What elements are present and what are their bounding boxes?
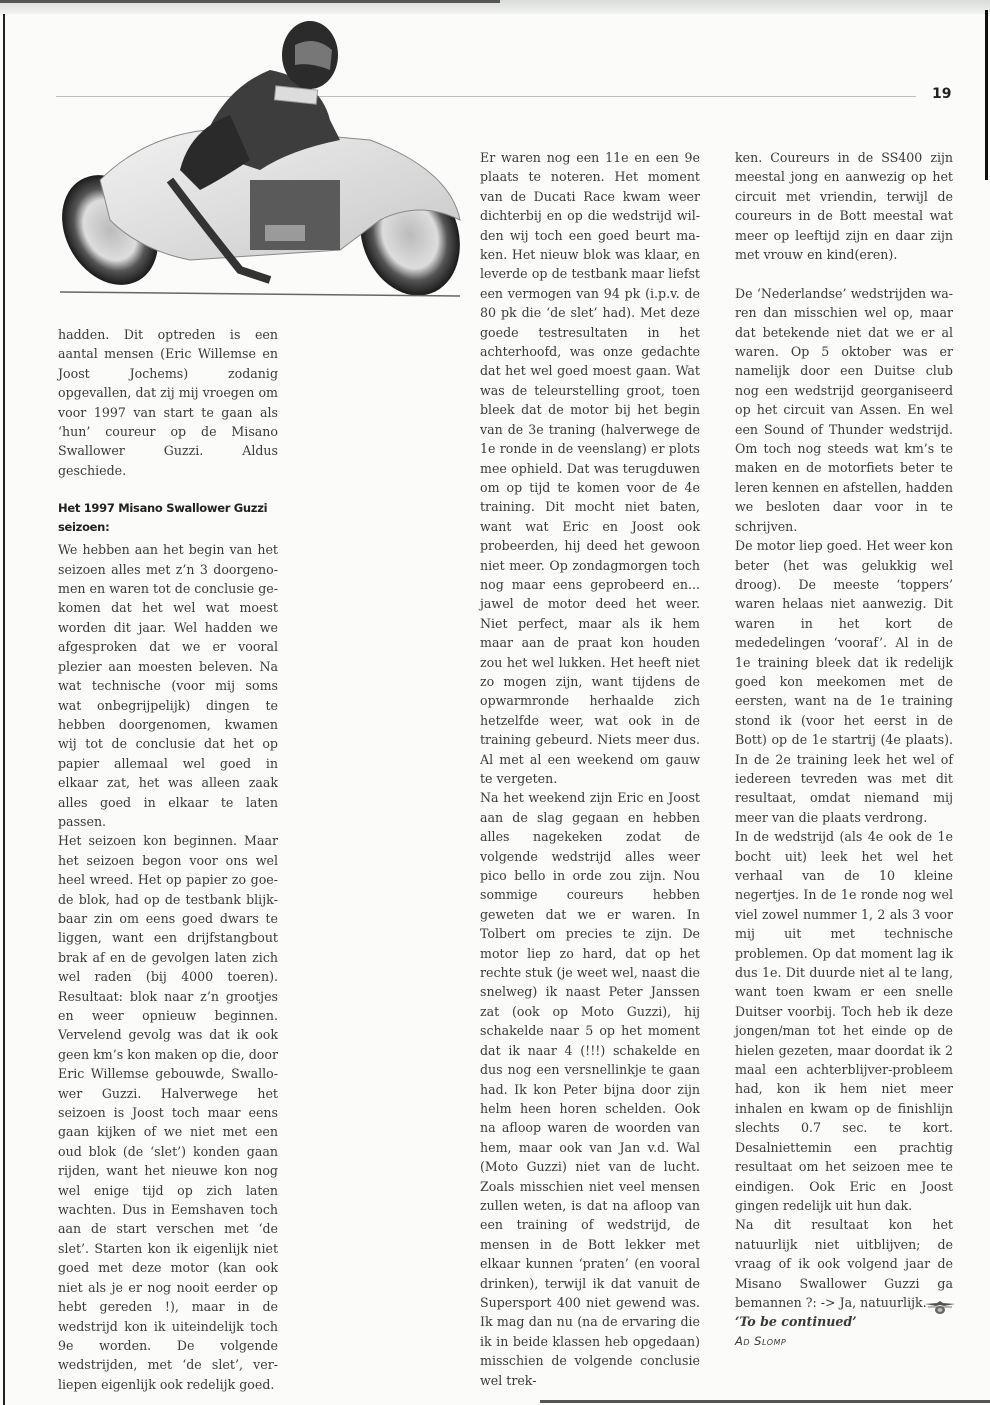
- paragraph: In de wedstrijd (als 4e ook de 1e bocht uit) leek het wel het verhaal van de 10 kleine negertjes. In de 1e ronde nog wel viel zowel nummer 1, 2 als 3 voor mij uit met technische problemen. Op dat moment lag ik dus 1e. Dit duurde niet al te lang, want toen kwam er een snelle Duitser voorbij. Toch heb ik deze jongen/man tot het einde op de hielen gezeten, maar doordat ik 2 maal een achterblijver-probleem had, kon ik hem niet meer inhalen en kwam op de finishlijn slechts 0.7 sec. te kort. Desalniettemin een prachtig resultaat om het seizoen mee te eindigen. Ook Eric en Joost gingen redelijk uit hun dak.: [735, 829, 953, 1213]
- paragraph: Na dit resultaat kon het natuurlijk niet uitblijven; de vraag of ik ook volgend jaar de Misano Swallower Guzzi ga bemannen ?: -> Ja, natuurlijk.: [735, 1217, 953, 1310]
- paragraph: Na het weekend zijn Eric en Joost aan de slag gegaan en hebben alles nagekeken zodat de volgende wedstrijd alles weer pico bello in orde zou zijn. Nou sommige coureurs hebben geweten dat we er waren. In Tolbert om precies te zijn. De motor liep zo hard, dat op het rechte stuk (je weet wel, naast die snelweg) ik naast Peter Janssen zat (ook op Moto Guzzi), hij schakelde naar 5 op het moment dat ik naar 4 (!!!) schakelde en dus nog een versnellinkje te gaan had. Ik kon Peter bijna door zijn helm heen horen schelden. Ook na afloop waren de woorden van hem, maar ook van Jan v.d. Wal (Moto Guzzi) niet van de lucht. Zoals misschien niet veel mensen zullen weten, is dat na afloop van een training of wedstrijd, de mensen in de Bott lekker met elkaar kunnen ‘praten’ (en vooral drinken), terwijl ik dat vanuit de Supersport 400 niet gewend was. Ik mag dan nu (na de ervaring die ik in beide klassen heb opgedaan) misschien de volgende conclusie wel trek-: [480, 790, 700, 1388]
- article-column-1: [58, 325, 278, 1394]
- scan-edge-bottom: [540, 1400, 990, 1403]
- article-column-3: [735, 148, 953, 1351]
- paragraph: De ‘Nederlandse’ wedstrijden waren dan misschien wel op, maar dat betekende niet dat we er al waren. Op 5 oktober was er namelijk door een Duitse club nog een wedstrijd georganiseerd op het circuit van Assen. En wel een Sound of Thunder wedstrijd. Om toch nog steeds wat km’s te maken en de motorfiets beter te leren kennen en afstellen, hadden we besloten daar voor in te schrijven.: [735, 285, 953, 534]
- paragraph: Er waren nog een 11e en een 9e plaats te noteren. Het moment van de Ducati Race kwam weer dichterbij en op die wedstrijd wilden wij toch een goed beurt maken. Het nieuw blok was klaar, en leverde op de testbank maar liefst een vermogen van 94 pk (i.p.v. de 80 pk die ‘de slet’ had). Met deze goede testresultaten in het achterhoofd, was onze gedachte dat het wel goed moest gaan. Wat was de teleurstelling groot, toen bleek dat de motor bij het begin van de 3e traning (halverwege de 1e ronde in de veenslang) er plots mee ophield. Dat was terugduwen om op tijd te komen voor de 4e training. Dit mocht niet baten, want wat Eric en Joost ook probeerden, hij deed het gewoon niet meer. Op zondagmorgen toch nog maar eens geprobeerd en... jawel de motor deed het weer. Niet perfect, maar als ik hem maar aan de praat kon houden zou het wel lukken. Het heeft niet zo mogen zijn, want tijdens de opwarmronde herhaalde zich hetzelfde weer, wat ook in de training gebeurd. Niets meer dus. Al met al een weekend om gauw te vergeten.: [480, 150, 700, 786]
- section-heading: Het 1997 Misano Swallower Guzzi seizoen:: [58, 501, 268, 535]
- scan-edge-top-dark: [0, 0, 500, 3]
- winged-eagle-emblem-icon: [924, 1298, 956, 1316]
- author-name: Ad Slomp: [735, 1333, 787, 1348]
- track-line: [60, 292, 460, 296]
- paragraph: ken. Coureurs in de SS400 zijn meestal jong en aanwezig op het circuit met vriendin, terwijl de coureurs in de Bott meestal wat meer op leeftijd zijn en daar zijn met vrouw en kind(eren).: [735, 150, 953, 263]
- scan-edge-right: [985, 10, 988, 180]
- motorcycle-racer-photo: [40, 20, 470, 300]
- sign-off-quote: ‘To be continued’: [735, 1314, 857, 1330]
- article-column-2: [480, 148, 700, 1390]
- paragraph: hadden. Dit optreden is een aantal mensen (Eric Willemse en Joost Jochems) zodanig opgevallen, dat zij mij vroegen om voor 1997 van start te gaan als ‘hun’ coureur op de Misano Swallower Guzzi. Aldus geschiede.: [58, 327, 278, 478]
- paragraph: Het seizoen kon beginnen. Maar het seizoen begon voor ons wel heel wreed. Het op papier zo goede blok, had op de testbank blijkbaar zin om eens goed dwars te liggen, want een drijfstangbout brak af en de gevolgen laten zich wel raden (bij 4000 toeren). Resultaat: blok naar z’n grootjes en weer opnieuw beginnen. Vervelend gevolg was dat ik ook geen km’s kon maken op die, door Eric Willemse gebouwde, Swallower Guzzi. Halverwege het seizoen is Joost toch maar eens gaan kijken of we niet met een oud blok (de ‘slet’) konden gaan rijden, want het nieuwe kon nog wel enige tijd op zich laten wachten. Dus in Eemshaven toch aan de start verschen met ‘de slet’. Starten kon ik eigenlijk niet goed met deze motor (kan ook niet als je er nog nooit eerder op hebt gereden !), maar in de wedstrijd kon ik uiteindelijk toch 9e worden. De volgende wedstrijden, met ‘de slet’, verliepen eigenlijk ook redelijk goed.: [58, 833, 278, 1392]
- paragraph: De motor liep goed. Het weer kon beter (het was gelukkig wel droog). De meeste ‘toppers’ waren helaas niet aanwezig. Dit waren in het kort de mededelingen ‘vooraf’. Al in de 1e training bleek dat ik redelijk goed kon meekomen met de eersten, want na de 1e training stond ik (voor het eerst in de Bott) op de 1e startrij (4e plaats). In de 2e training leek het wel of iedereen tevreden was met dit resultaat, omdat niemand mij meer van die plaats verdrong.: [735, 538, 953, 825]
- paragraph: We hebben aan het begin van het seizoen alles met z’n 3 doorgenomen en waren tot de conclusie gekomen dat het wel wat moest worden dit jaar. Wel hadden we afgesproken dat we er vooral plezier aan moesten beleven. Na wat technische (voor mij soms wat onbegrijpelijk) dingen te hebben doorgenomen, kwamen wij tot de conclusie dat het op papier allemaal wel goed in elkaar zat, het was alleen zaak alles goed in elkaar te laten passen.: [58, 542, 278, 829]
- page-number: 19: [932, 86, 952, 102]
- scan-edge-left: [3, 14, 5, 1405]
